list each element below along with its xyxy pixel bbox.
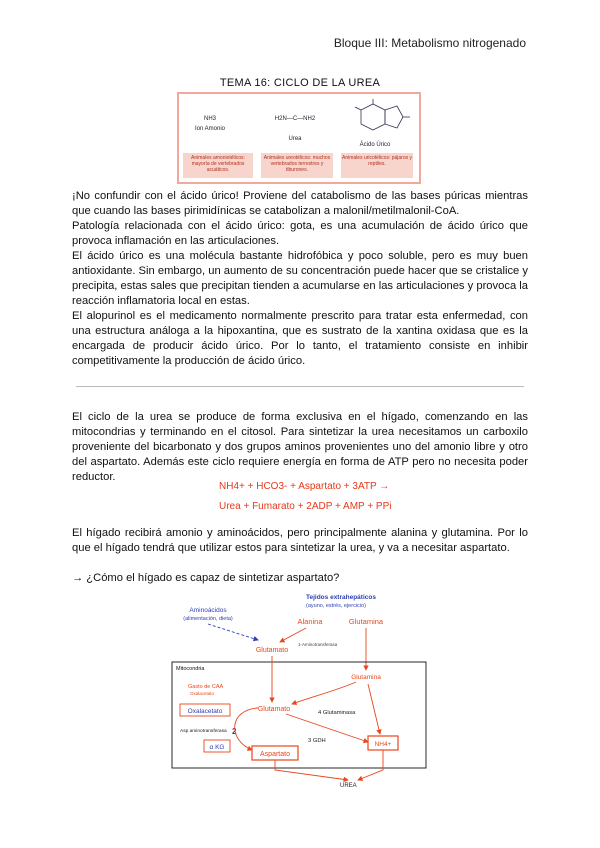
asp-to-urea-arrow [275, 760, 348, 780]
gasto-sub: Oxalacetato [190, 691, 215, 696]
gdh-label: 3 GDH [308, 738, 326, 744]
urea-label: UREA [340, 783, 357, 789]
uric-acid-structure-icon [339, 96, 415, 142]
paragraph: El ácido úrico es una molécula bastante hidrofóbica y poco soluble, pero es muy buen antioxidante. Sin embargo, un aumento de su concentración puede hacer que se cristalice y precipita, estas sales que precipitan tienden a acumularse en las articulaciones y provoca la reacción inflamatoria local en estas. [72, 250, 528, 307]
alanina-arrow [280, 628, 306, 642]
glutamina-top-label: Glutamina [348, 617, 384, 626]
topic-title: TEMA 16: CICLO DE LA UREA [219, 77, 381, 89]
urea-formula: H2N—C—NH2 [274, 116, 316, 122]
ammonotelic-cell: Animales amoniotélicos: mayoría de vertebrados acuáticos. [183, 153, 253, 178]
oxalacetato-label: Oxalacetato [187, 708, 223, 715]
equation-line-2: Urea + Fumarato + 2ADP + AMP + PPi [219, 501, 392, 512]
gdh-arrow [286, 714, 368, 742]
transamination-arrow [235, 708, 258, 750]
asp-amino-label: Asp aminotransferasa [180, 729, 227, 734]
uricotelic-cell: Animales uricotélicos: pájaros y reptiles. [341, 153, 413, 178]
akg-label: α KG [209, 744, 225, 751]
urea-label: Urea [288, 136, 302, 142]
uric-acid-label: Ácido Úrico [359, 142, 391, 148]
equation-line-1: NH4+ + HCO3- + Aspartato + 3ATP → [219, 481, 390, 492]
glutaminasa-label: 4 Glutaminasa [318, 710, 356, 716]
ammonia-formula: NH3 [203, 116, 216, 122]
ammonia-label: Ion Amonio [194, 126, 226, 132]
gasto-label: Gasto de CAA [188, 684, 224, 690]
liver-paragraph: El hígado recibirá amonio y aminoácidos, pero principalmente alanina y glutamina. Por lo que el hígado tendrá que utilizar estos para sintetizar la urea, y va a necesitar aspartato. [72, 527, 528, 554]
mitocondria-label: Mitocondria [176, 666, 205, 672]
paragraph: El alopurinol es el medicamento normalmente prescrito para tratar esta enfermedad, con una estructura análoga a la hipoxantina, que es sustrato de la xantina oxidasa que es la encargada de producir ácido úrico. Por lo tanto, el tratamiento consiste en inhibir competitivamente la producción de ácido úrico. [72, 310, 528, 367]
ureotelic-cell: Animales ureotélicos: muchos vertebrados terrestres y tiburones. [261, 153, 333, 178]
excretion-figure [177, 92, 421, 184]
aspartato-label: Aspartato [260, 751, 290, 758]
tissues-sub: (ayuno, estrés, ejercicio) [306, 603, 366, 609]
to-nh4-arrow [368, 684, 380, 734]
divider [76, 386, 524, 387]
aminotransferasa-label: 1-Aminotransferasa [298, 642, 338, 647]
aspartate-diagram [168, 590, 432, 790]
page-header: Bloque III: Metabolismo nitrogenado [333, 36, 526, 50]
glutamato-mid-label: Glutamato [257, 706, 291, 713]
glutamato-top-label: Glutamato [255, 647, 289, 654]
alanina-label: Alanina [297, 617, 323, 626]
glutamina-mid-label: Glutamina [351, 674, 381, 681]
question: → ¿Cómo el hígado es capaz de sintetizar aspartato? [72, 572, 340, 584]
nh4-to-urea-arrow [358, 750, 383, 780]
paragraph: Patología relacionada con el ácido úrico: gota, es una acumulación de ácido úrico que provoca inflamación en las articulaciones. [72, 220, 528, 247]
amino-arrow [208, 624, 258, 640]
uric-acid-section [72, 189, 528, 369]
tissues-label: Tejidos extrahepáticos [306, 594, 376, 601]
nh4-label: NH4+ [374, 741, 392, 748]
paragraph: ¡No confundir con el ácido úrico! Proviene del catabolismo de las bases púricas mientras que cuando las bases pirimidínicas se catabolizan a malonil/metilmalonil-CoA. [72, 190, 528, 217]
glutaminasa-arrow [292, 682, 356, 704]
amino-label: Aminoácidos [189, 607, 227, 614]
step-2: 2 [232, 727, 237, 736]
urea-cycle-paragraph: El ciclo de la urea se produce de forma exclusiva en el hígado, comenzando en las mitocondrias y terminando en el citosol. Para sintetizar la urea necesitamos un carboxilo proveniente del bicarbonato y dos grupos aminos provenientes uno del amonio libre y otro del aspartato. Además este ciclo requiere energía en forma de ATP pero no necesita poder reductor. [72, 411, 528, 483]
amino-sub: (alimentación, dieta) [183, 616, 233, 622]
